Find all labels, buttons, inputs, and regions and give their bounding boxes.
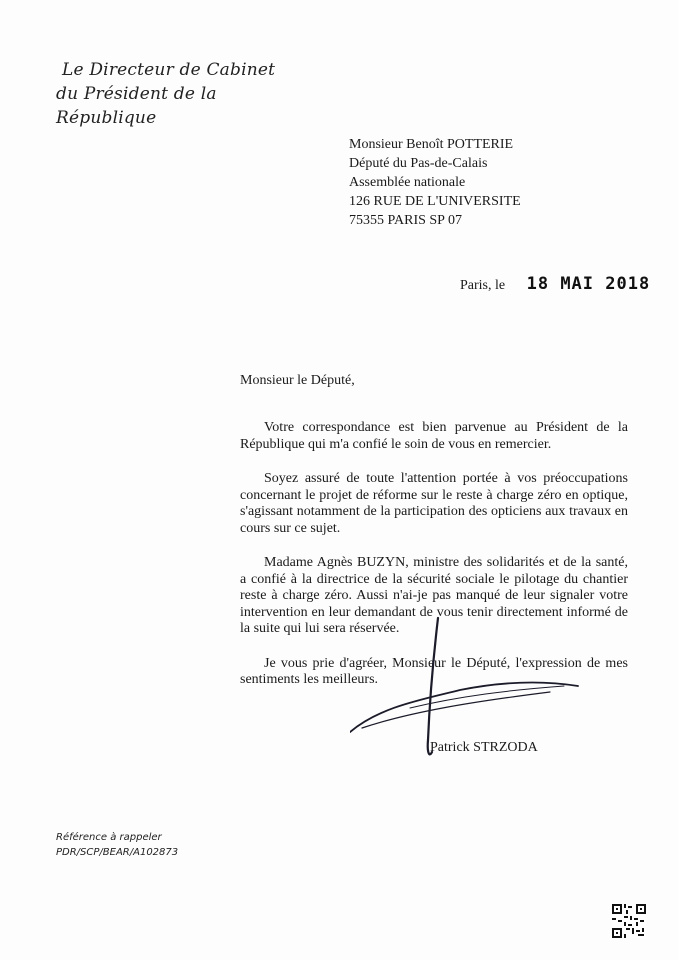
reference-label: Référence à rappeler bbox=[56, 832, 162, 843]
recipient-address bbox=[349, 135, 521, 230]
date-line bbox=[460, 274, 650, 294]
letterhead bbox=[56, 58, 286, 130]
letterhead-line-2: du Président de la République bbox=[56, 84, 217, 128]
recipient-street: 126 RUE DE L'UNIVERSITE bbox=[349, 194, 521, 209]
reference-code: PDR/SCP/BEAR/A102873 bbox=[56, 847, 179, 858]
body-paragraph-3: Madame Agnès BUZYN, ministre des solidarités et de la santé, a confié à la directrice de la sécurité sociale le pilotage du chantier reste à charge zéro. Aussi n'ai-je pas manqué de leur signaler votre intervention en leur demandant de vous tenir directement informé de la suite qui lui sera réservée. bbox=[240, 555, 628, 636]
recipient-name: Monsieur Benoît POTTERIE bbox=[349, 137, 514, 152]
recipient-city: 75355 PARIS SP 07 bbox=[349, 213, 462, 228]
letterhead-line-1: Le Directeur de Cabinet bbox=[62, 60, 276, 80]
reference-block bbox=[56, 830, 178, 860]
date-stamp: 18 MAI 2018 bbox=[526, 274, 651, 294]
recipient-institution: Assemblée nationale bbox=[349, 175, 466, 190]
body-paragraph-1: Votre correspondance est bien parvenue au Président de la République qui m'a confié le soin de vous en remercier. bbox=[240, 420, 628, 452]
qr-code-icon bbox=[612, 904, 646, 938]
date-place: Paris, le bbox=[460, 278, 506, 293]
recipient-title: Député du Pas-de-Calais bbox=[349, 156, 488, 171]
body-paragraph-2: Soyez assuré de toute l'attention portée à vos préoccupations concernant le projet de réforme sur le reste à charge zéro en optique, s'agissant notamment de la participation des opticiens aux travaux en cours sur ce sujet. bbox=[240, 471, 628, 536]
body-paragraph-4: Je vous prie d'agréer, Monsieur le Député, l'expression de mes sentiments les meilleurs. bbox=[240, 655, 628, 687]
signer-name: Patrick STRZODA bbox=[430, 740, 538, 755]
salutation: Monsieur le Député, bbox=[240, 373, 355, 388]
